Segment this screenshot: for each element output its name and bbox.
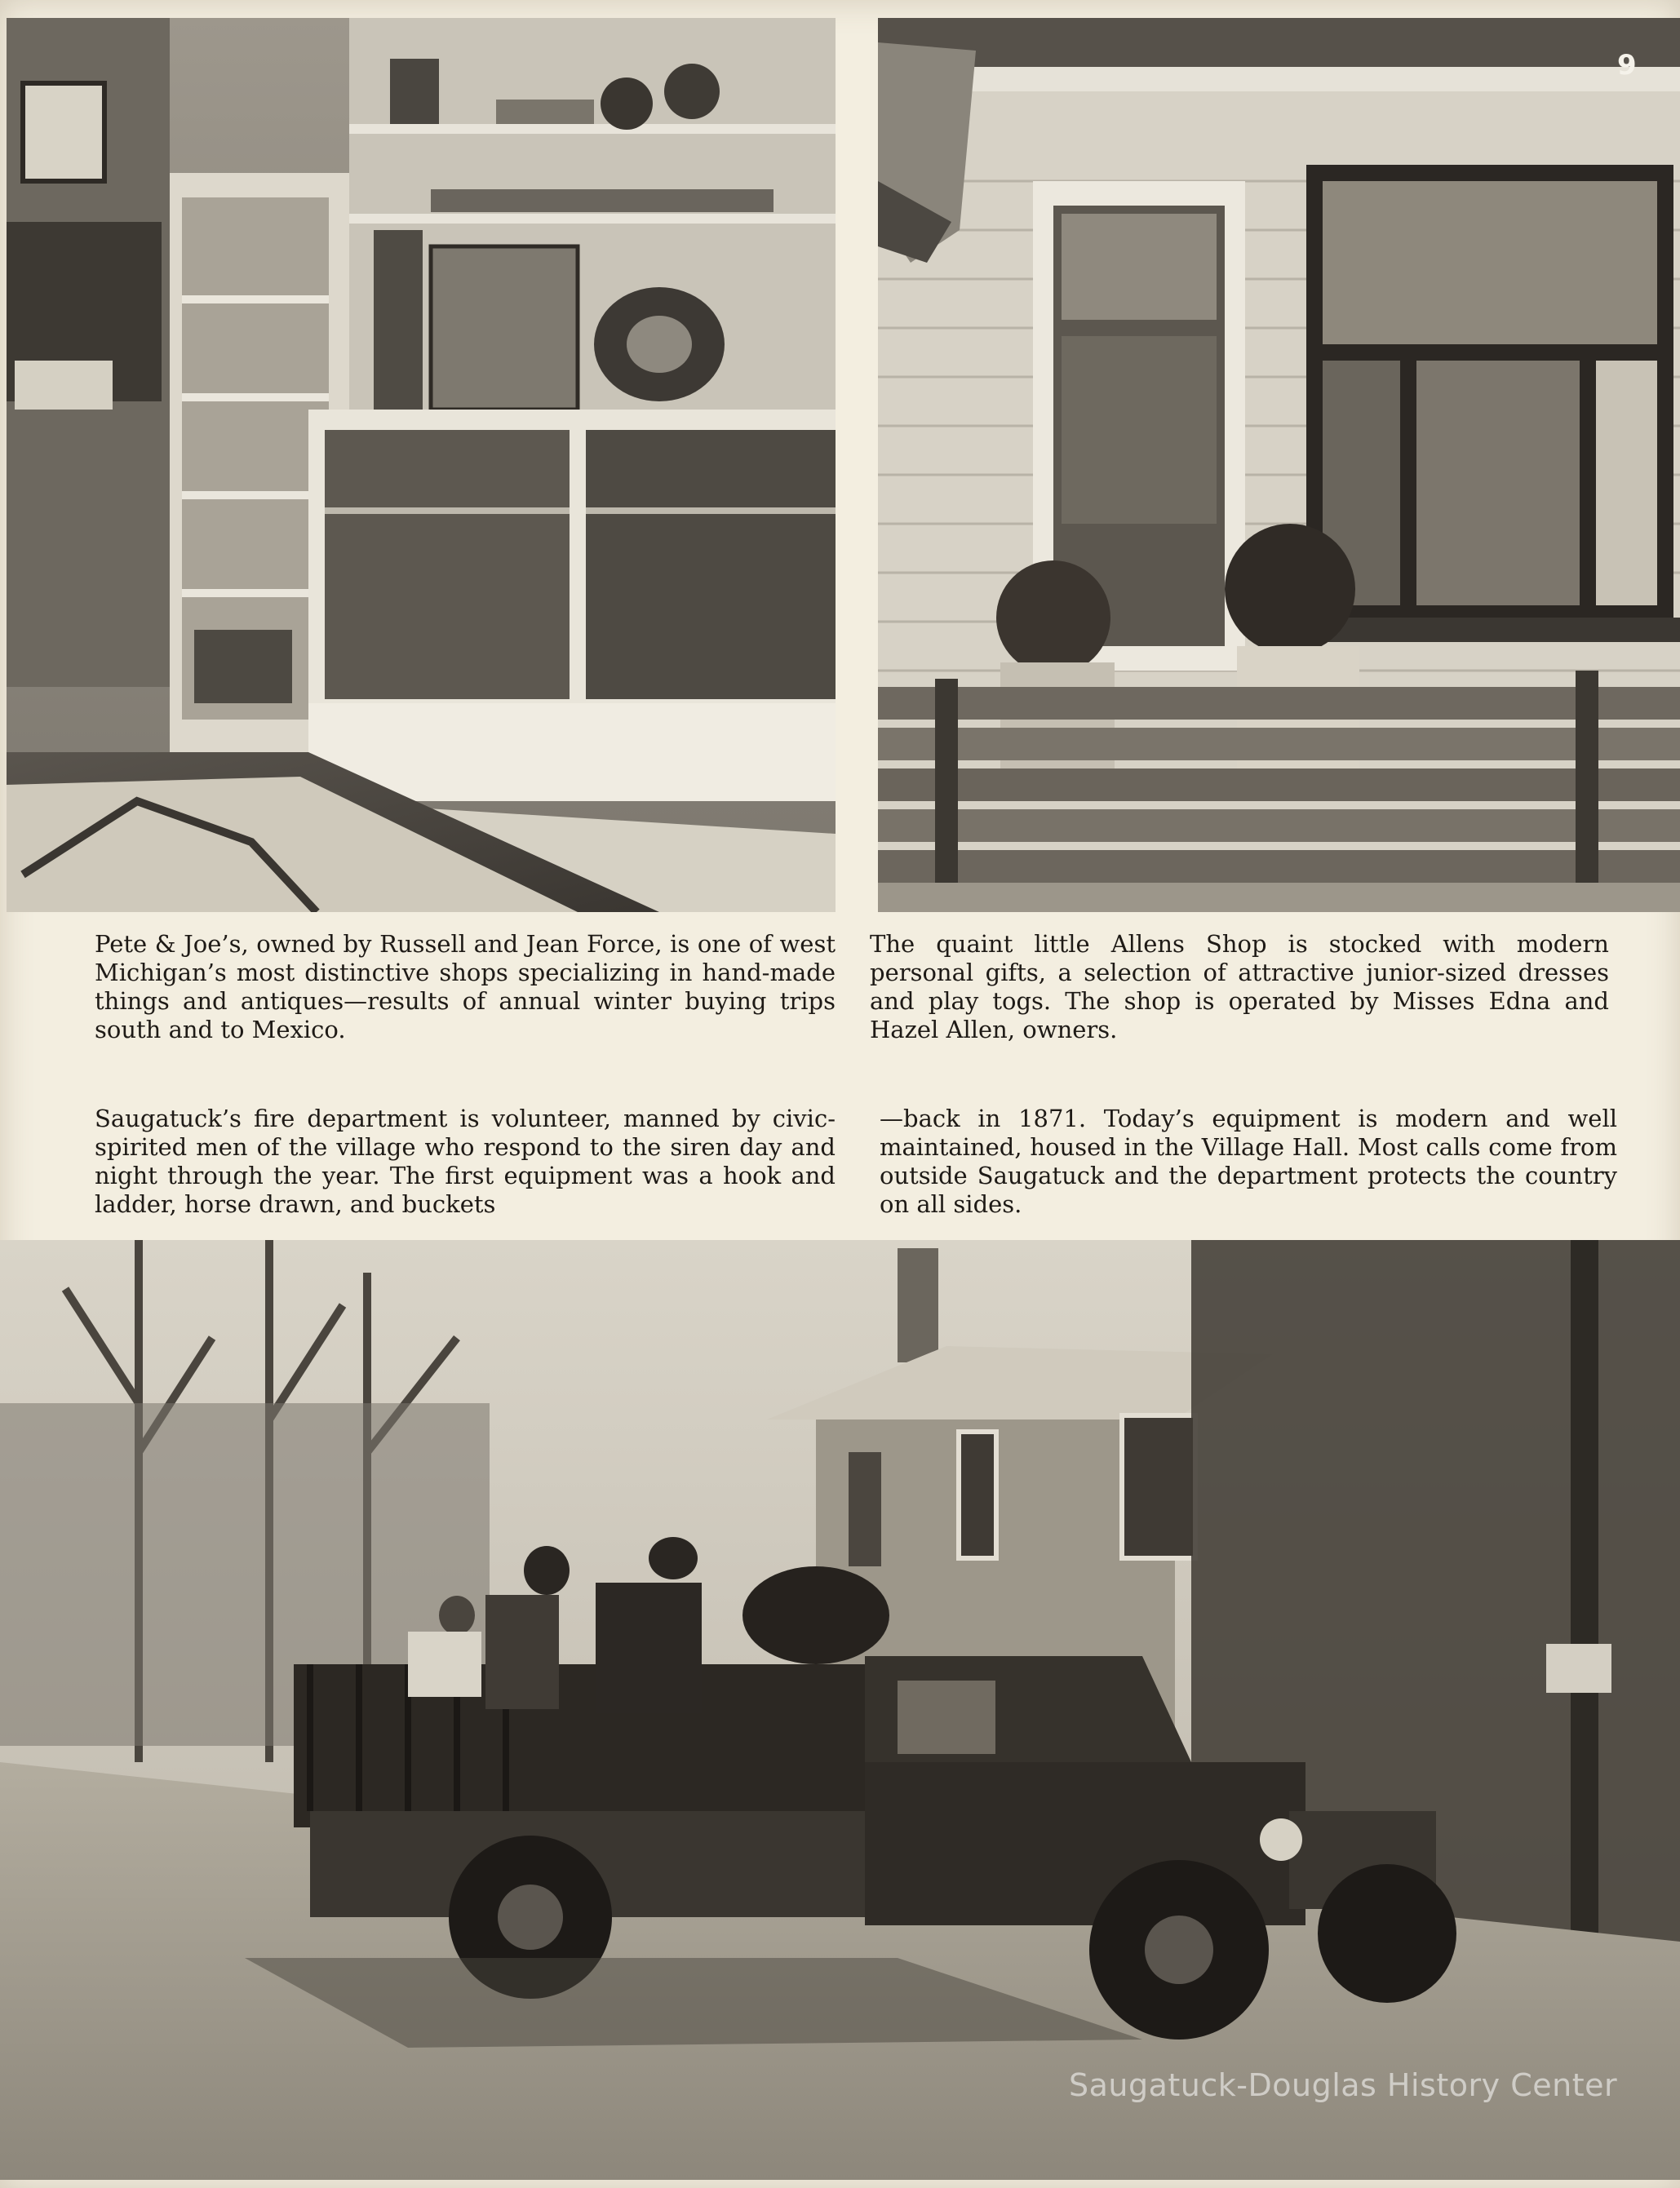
caption-allens-shop: The quaint little Allens Shop is stocked with modern personal gifts, a selection of attractive junior-sized dresses and play togs. The shop is operated by Misses Edna and Hazel Allen, owners.	[870, 930, 1609, 1043]
fire-truck-illustration	[0, 1240, 1680, 2180]
caption-fire-department-right: —back in 1871. Today’s equipment is modern and well maintained, housed in the Village Hall. Most calls come from outside Saugatuck and the department protects the country on all sides.	[880, 1105, 1617, 1218]
shop-interior-illustration	[7, 18, 836, 912]
caption-pete-joes: Pete & Joe’s, owned by Russell and Jean Force, is one of west Michigan’s most distinctive shops specializing in hand-made things and antiques—results of annual winter buying trips south and to Mexico.	[95, 930, 836, 1043]
photo-allens-shop-exterior	[878, 18, 1680, 912]
caption-fire-department-left: Saugatuck’s fire department is volunteer, manned by civic-spirited men of the village who respond to the siren day and night through the year. The first equipment was a hook and ladder, horse drawn, and buckets	[95, 1105, 836, 1218]
allens-shop-illustration	[878, 18, 1680, 912]
photo-pete-joes-interior	[7, 18, 836, 912]
page-number: 9	[1617, 49, 1637, 82]
photo-fire-truck	[0, 1240, 1680, 2180]
watermark: Saugatuck-Douglas History Center	[1069, 2067, 1618, 2103]
